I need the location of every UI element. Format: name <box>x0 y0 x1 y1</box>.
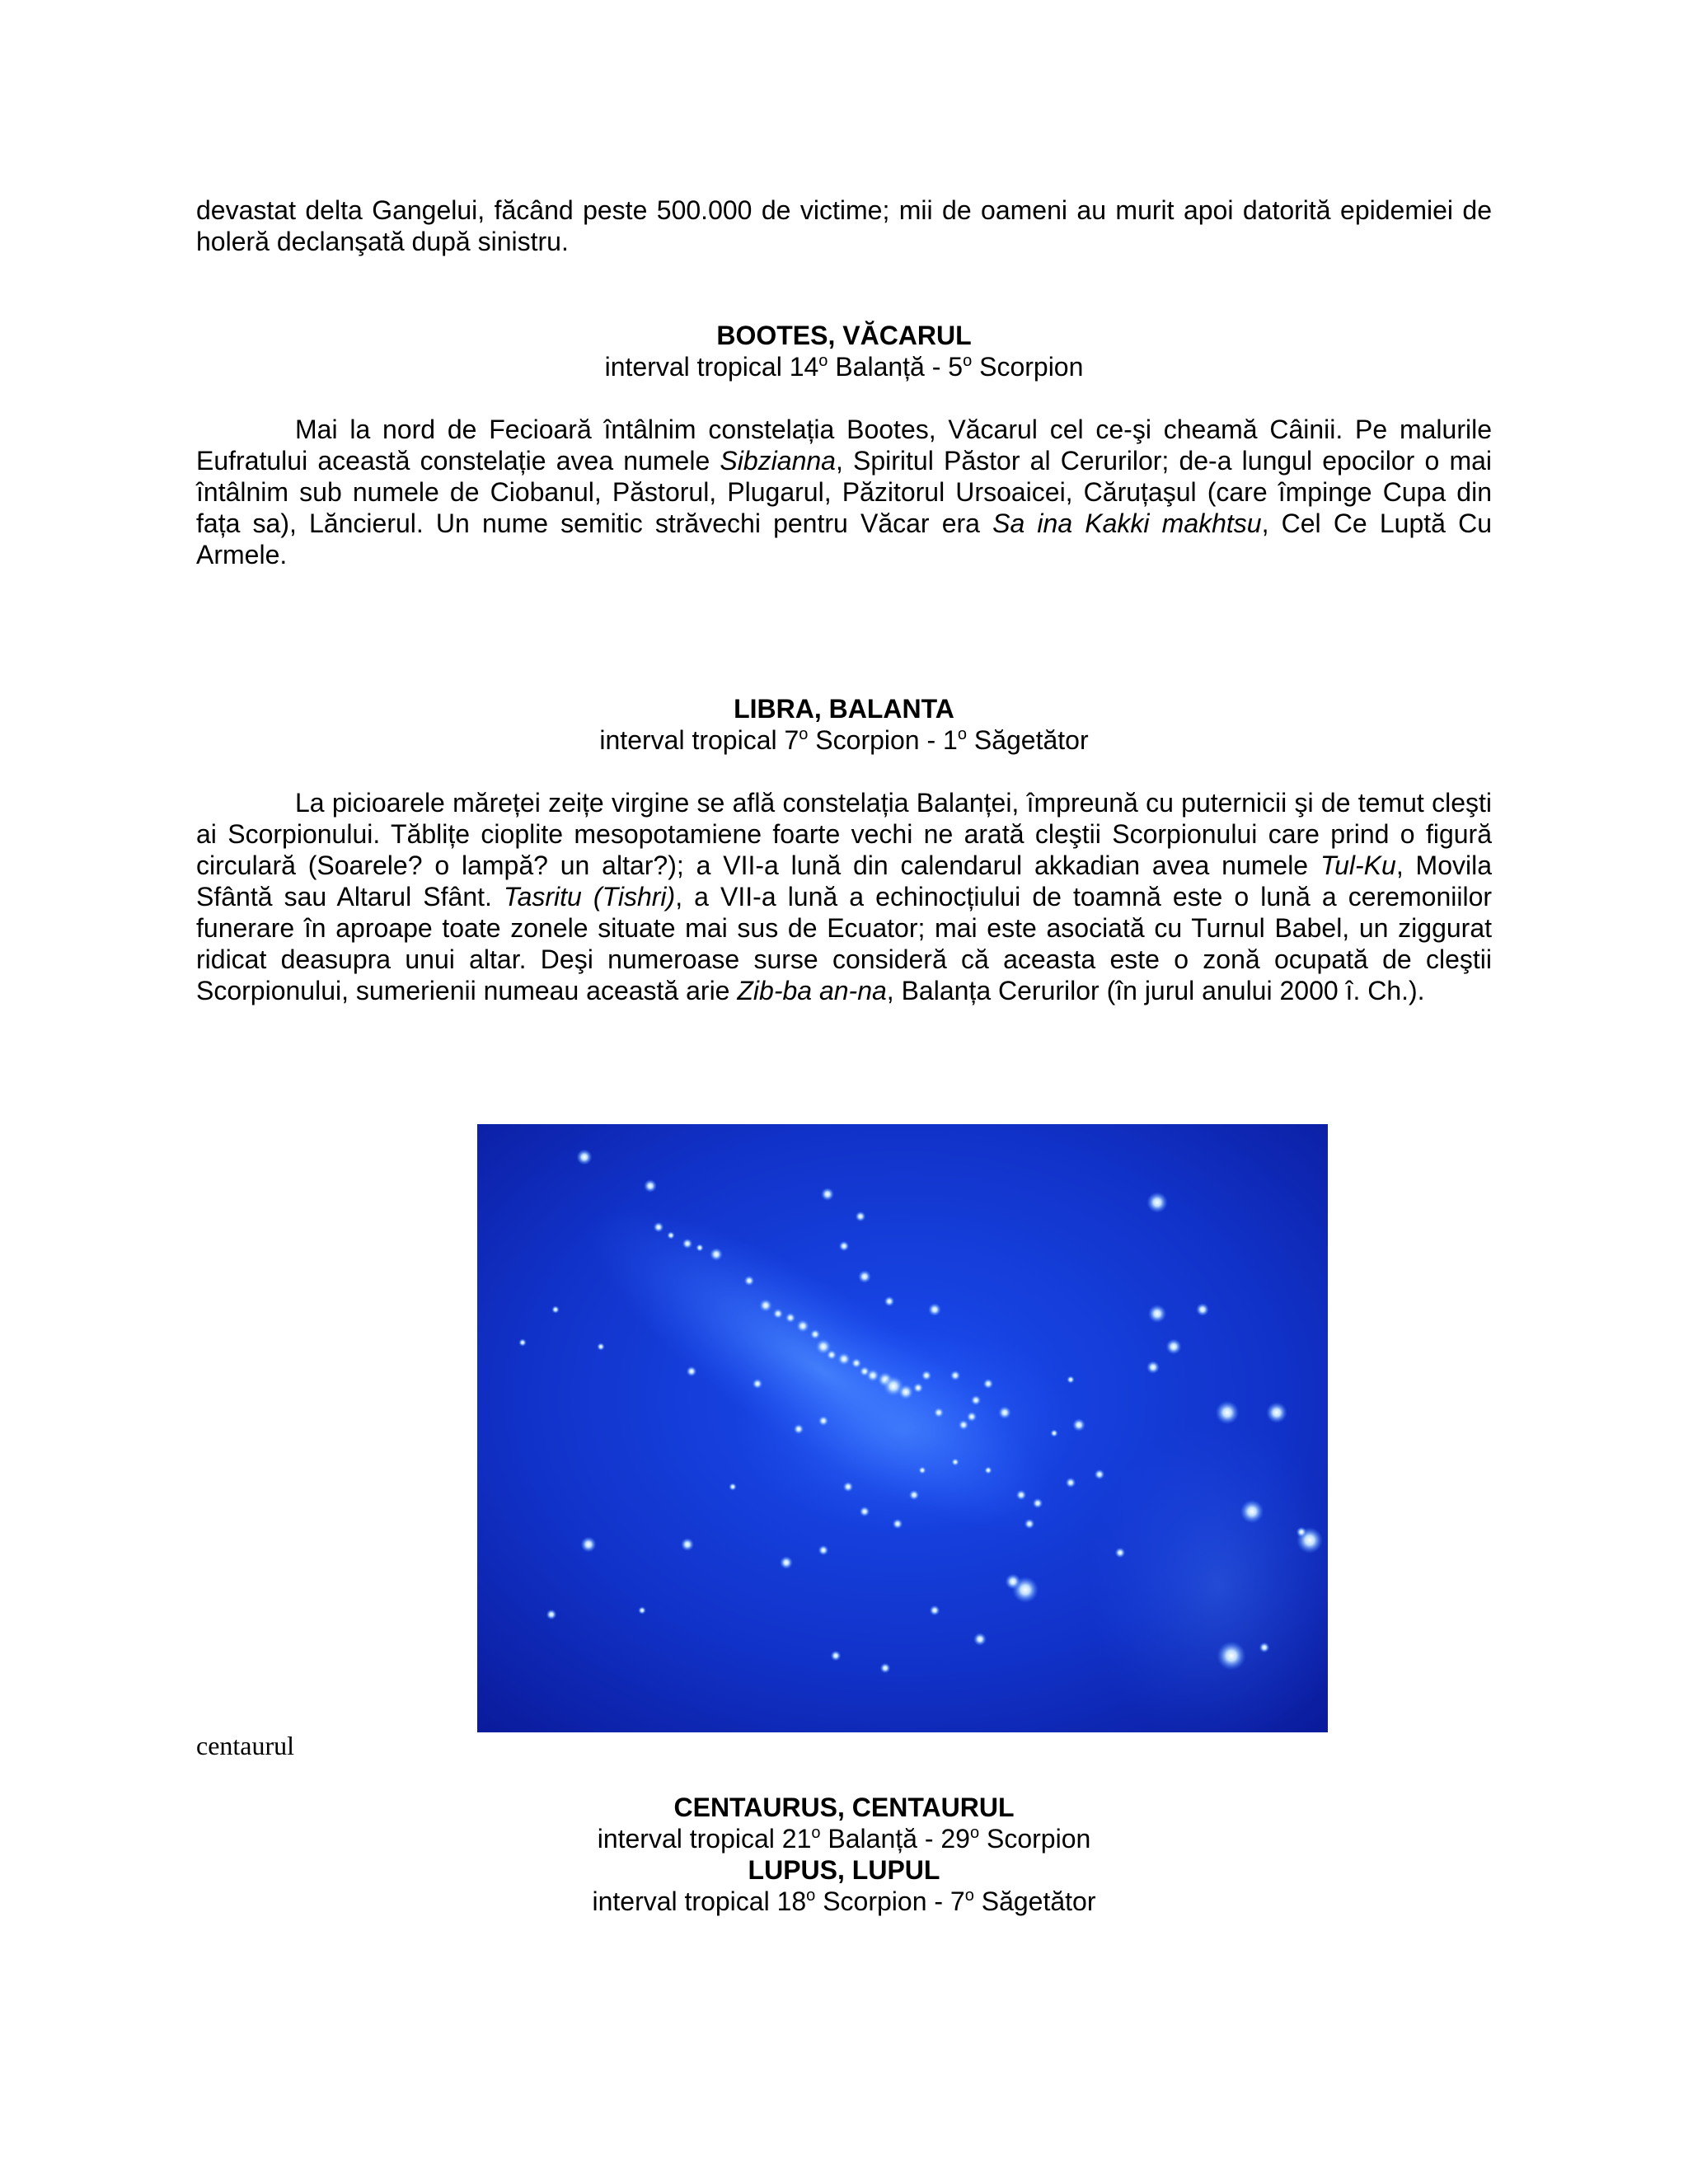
star <box>681 1538 694 1551</box>
lupus-title: LUPUS, LUPUL <box>748 1855 940 1885</box>
centaurus-interval-start: interval tropical 21 <box>597 1824 812 1854</box>
star <box>1216 1401 1240 1425</box>
galaxy-core-glow <box>733 1322 1079 1536</box>
bootes-interval-mid: Balanță - 5 <box>828 352 964 382</box>
star <box>839 1241 850 1252</box>
intro-paragraph <box>196 194 1492 257</box>
bootes-text-2: , Spiritul Păstor al Cerurilor; de-a lungul epocilor o mai întâlnim sub numele de Ciobanul, Păstorul, Plugarul, Păzitorul Ursoaicei, Căruțaşul (care împinge Cupa din fața sa), Lăncierul. Un nume semitic străvechi pentru Văcar era <box>196 446 1493 538</box>
star <box>780 1556 793 1569</box>
star <box>880 1663 891 1674</box>
star <box>998 1406 1011 1419</box>
star <box>831 1651 842 1661</box>
degree-sign: o <box>964 1886 974 1905</box>
star <box>576 1149 592 1165</box>
degree-sign: o <box>957 725 967 743</box>
star <box>1165 1338 1181 1354</box>
centaurus-interval-end: Scorpion <box>979 1824 1091 1854</box>
star <box>851 1358 862 1369</box>
star <box>973 1633 987 1646</box>
star <box>1050 1429 1058 1437</box>
star <box>984 1466 992 1474</box>
star <box>860 1507 870 1517</box>
star <box>983 1379 994 1390</box>
star <box>696 1244 704 1252</box>
star <box>951 1458 959 1466</box>
star <box>898 1384 913 1399</box>
star <box>759 1299 772 1312</box>
lupus-interval-end: Săgetător <box>973 1886 1096 1916</box>
star <box>934 1408 945 1418</box>
star <box>810 1329 821 1340</box>
star <box>818 1416 829 1427</box>
star <box>858 1270 871 1283</box>
degree-sign: o <box>963 352 973 370</box>
lupus-interval <box>0 1886 1688 1917</box>
star <box>884 1296 895 1307</box>
star <box>1196 1303 1209 1316</box>
star <box>1072 1418 1085 1432</box>
bootes-text-1: Mai la nord de Fecioară întâlnim constelația Bootes, Văcarul cel ce-şi cheamă Câinii. Pe malurile Eufratului această constelație avea numele <box>196 415 1492 476</box>
star <box>546 1610 557 1620</box>
star <box>597 1343 605 1351</box>
star <box>821 1188 834 1201</box>
degree-sign: o <box>969 1824 980 1842</box>
star <box>1025 1519 1035 1530</box>
star <box>827 1350 837 1361</box>
star <box>1240 1500 1264 1524</box>
star <box>1016 1490 1027 1501</box>
star <box>644 1179 657 1193</box>
star <box>909 1490 920 1501</box>
bootes-title: BOOTES, VĂCARUL <box>716 321 972 350</box>
star <box>1148 1305 1166 1323</box>
star <box>1067 1376 1075 1384</box>
star <box>818 1545 829 1556</box>
libra-text-2: , Movila Sfântă sau Altarul Sfânt. <box>196 851 1493 912</box>
libra-italic-3: Zib-ba an-na <box>737 976 887 1005</box>
degree-sign: o <box>811 1824 821 1842</box>
star <box>1033 1498 1043 1509</box>
libra-text-4: , Balanța Cerurilor (în jurul anului 2000 î. Ch.). <box>886 976 1425 1005</box>
degree-sign: o <box>806 1886 816 1905</box>
star <box>1259 1643 1270 1653</box>
star <box>837 1352 851 1366</box>
libra-title: LIBRA, BALANTA <box>734 694 954 724</box>
star <box>794 1424 804 1435</box>
centaurus-star-field-image <box>477 1124 1328 1732</box>
star <box>1066 1478 1076 1488</box>
star <box>893 1519 903 1530</box>
bootes-italic-2: Sa ina Kakki makhtsu <box>992 509 1262 538</box>
star <box>1296 1527 1307 1538</box>
libra-interval-mid: Scorpion - 1 <box>808 725 958 755</box>
intro-text: devastat delta Gangelui, făcând peste 500.000 de victime; mii de oameni au murit apoi datorită epidemiei de holeră declanşată după sinistru. <box>196 195 1492 256</box>
centaurus-title: CENTAURUS, CENTAURUL <box>673 1793 1015 1822</box>
libra-text-3: , a VII-a lună a echinocțiului de toamnă este o lună a ceremoniilor funerare în aproape toate zonele situate mai sus de Ecuator; mai este asociată cu Turnul Babel, un ziggurat ridicat deasupra unui altar. Deşi numeroase surse consideră că aceasta este o zonă ocupată de cleştii Scorpionului, sumerienii numeau această arie <box>196 882 1493 1005</box>
bootes-italic-1: Sibzianna <box>720 446 836 476</box>
star <box>918 1466 926 1474</box>
star <box>856 1212 866 1222</box>
star <box>921 1371 932 1381</box>
libra-italic-1: Tul-Ku <box>1320 851 1396 880</box>
star <box>518 1338 527 1347</box>
star <box>967 1412 978 1422</box>
bootes-interval-start: interval tropical 14 <box>604 352 819 382</box>
bootes-text-3: , Cel Ce Luptă Cu Armele. <box>196 509 1493 569</box>
star <box>773 1309 784 1319</box>
star <box>913 1383 924 1394</box>
star <box>785 1313 796 1324</box>
star <box>687 1366 697 1377</box>
libra-text-1: La picioarele măreței zeițe virgine se află constelația Balanței, împreună cu puternicii şi de temut cleşti ai Scorpionului. Tăblițe cioplite mesopotamiene foarte vechi ne arată cleştii Scorpionului care prind o figură circulară (Soarele? o lampă? un altar?); a VII-a lună din calendarul akkadian avea numele <box>196 788 1492 880</box>
libra-italic-2: Tasritu (Tishri) <box>503 882 676 912</box>
star <box>1146 1361 1160 1374</box>
degree-sign: o <box>799 725 809 743</box>
centaurus-interval-mid: Balanță - 29 <box>820 1824 970 1854</box>
star <box>1217 1641 1245 1670</box>
star <box>580 1536 596 1552</box>
star <box>1115 1548 1126 1558</box>
libra-interval <box>0 724 1688 756</box>
star <box>928 1303 941 1316</box>
star <box>710 1248 723 1261</box>
star <box>843 1482 854 1493</box>
image-caption: centaurul <box>196 1731 295 1760</box>
lupus-interval-start: interval tropical 18 <box>592 1886 807 1916</box>
star <box>950 1371 961 1381</box>
star <box>796 1319 809 1333</box>
lupus-interval-mid: Scorpion - 7 <box>815 1886 965 1916</box>
star <box>667 1231 675 1240</box>
bootes-interval <box>0 351 1688 382</box>
libra-interval-start: interval tropical 7 <box>599 725 799 755</box>
star <box>930 1605 940 1616</box>
star <box>971 1395 982 1406</box>
bootes-interval-end: Scorpion <box>972 352 1084 382</box>
libra-interval-end: Săgetător <box>966 725 1089 755</box>
bootes-paragraph <box>196 414 1492 570</box>
star <box>729 1483 737 1491</box>
star <box>654 1222 664 1233</box>
star <box>1146 1192 1168 1213</box>
centaurus-interval <box>0 1823 1688 1854</box>
star <box>1005 1573 1020 1589</box>
libra-paragraph <box>196 787 1492 1006</box>
star <box>959 1420 969 1431</box>
star <box>1095 1469 1105 1480</box>
star <box>753 1379 763 1390</box>
star <box>682 1239 693 1249</box>
star <box>638 1606 646 1615</box>
star <box>1266 1402 1287 1423</box>
star <box>744 1276 755 1286</box>
star <box>551 1305 560 1314</box>
degree-sign: o <box>818 352 828 370</box>
